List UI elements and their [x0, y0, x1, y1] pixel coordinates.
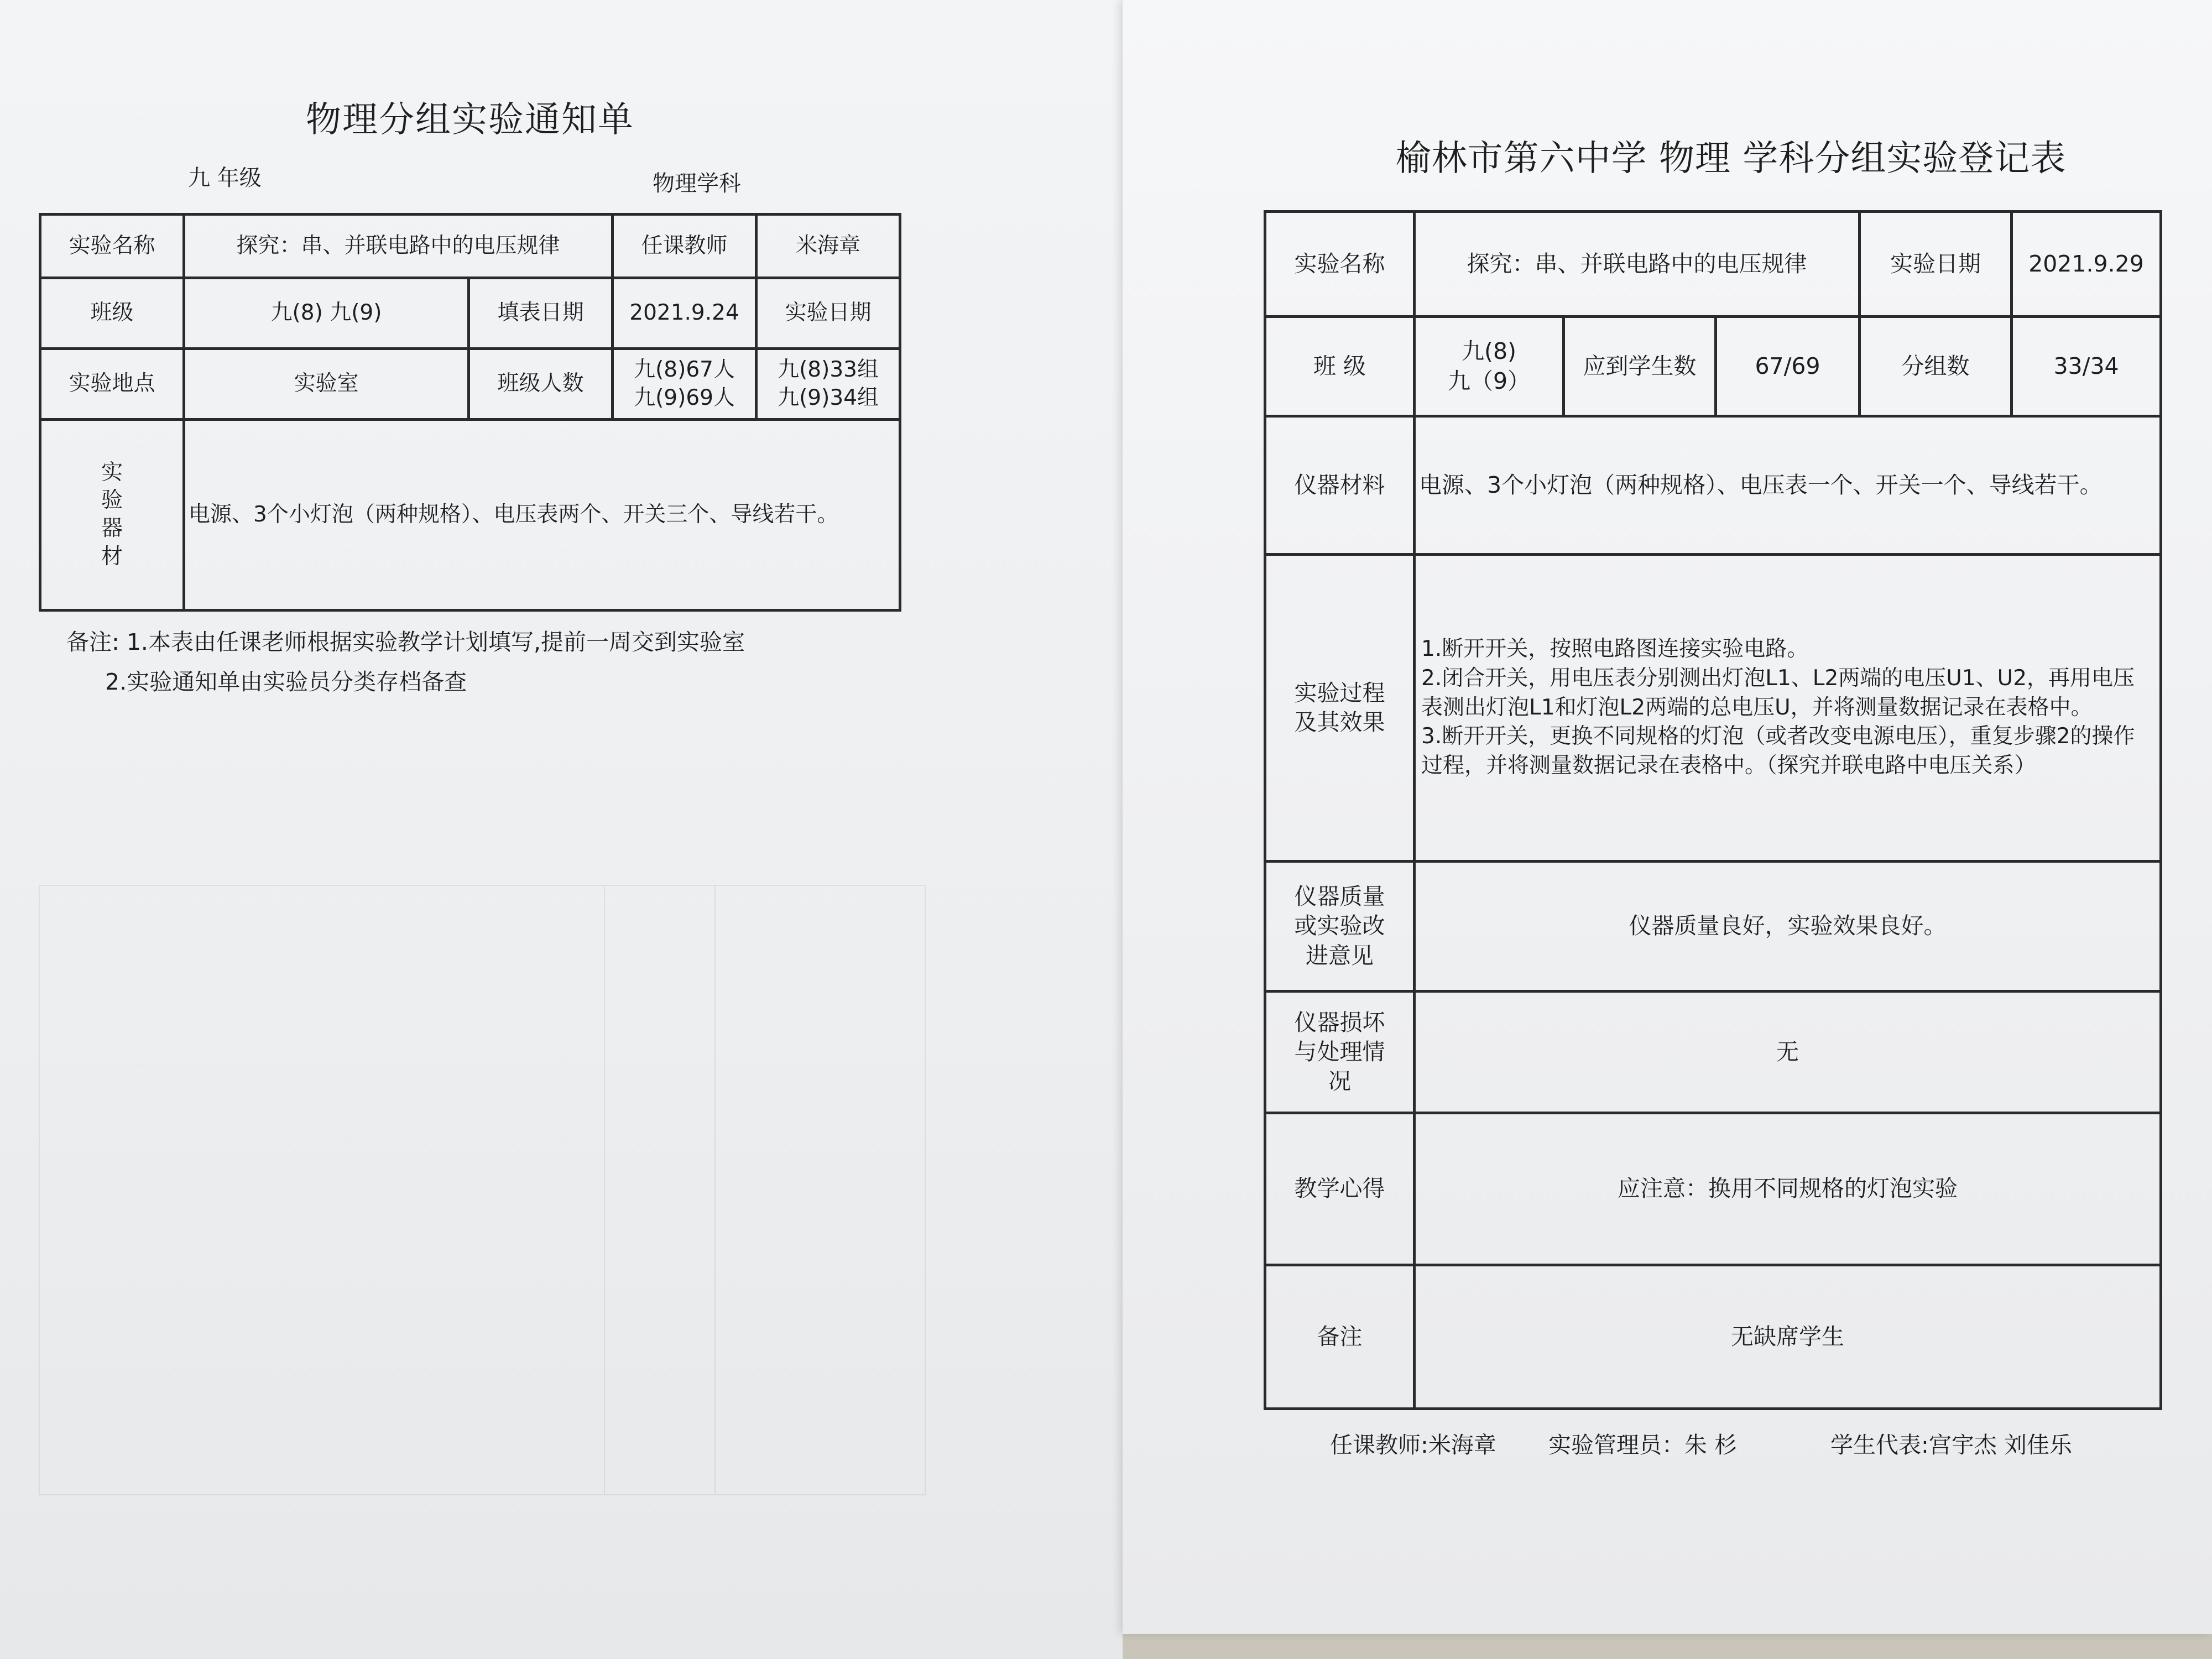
label-line: 仪器损坏 [1294, 1009, 1385, 1036]
label-line: 及其效果 [1294, 709, 1385, 735]
quality-value: 仪器质量良好，实验效果良好。 [1415, 862, 2161, 992]
label-expected-students: 应到学生数 [1564, 317, 1716, 416]
label-line: 进意见 [1306, 942, 1374, 969]
class-line: 九（9） [1447, 367, 1531, 394]
location-value: 实验室 [184, 349, 469, 420]
label-experiment-name: 实验名称 [40, 215, 184, 278]
label-class: 班级 [40, 278, 184, 349]
label-char: 材 [101, 544, 123, 569]
materials-value: 电源、3个小灯泡（两种规格）、电压表一个、开关一个、导线若干。 [1415, 416, 2161, 555]
group-line: 九(8)33组 [778, 357, 879, 382]
experiment-name-value: 探究：串、并联电路中的电压规律 [184, 215, 613, 278]
label-insight: 教学心得 [1265, 1113, 1415, 1265]
label-quality [1265, 862, 1415, 992]
label-process [1265, 555, 1415, 862]
label-experiment-date: 实验日期 [785, 300, 872, 326]
process-step: 2.闭合开关，用电压表分别测出灯泡L1、L2两端的电压U1、U2，再用电压表测出灯泡L1和灯泡L2两端的总电压U，并将测量数据记录在表格中。 [1421, 666, 2135, 720]
count-line: 九(9)69人 [634, 385, 735, 410]
class-count-value [613, 349, 757, 420]
notice-title: 物理分组实验通知单 [306, 100, 634, 140]
label-char: 实 [101, 460, 123, 485]
notice-row-location [40, 349, 900, 420]
record-row-process [1265, 555, 2161, 862]
group-count-value [757, 349, 900, 420]
damage-value: 无 [1415, 992, 2161, 1113]
equipment-value: 电源、3个小灯泡（两种规格）、电压表两个、开关三个、导线若干。 [184, 420, 900, 611]
signature-teacher: 任课教师:米海章 [1330, 1432, 1496, 1458]
notice-row-class [40, 278, 900, 349]
process-step: 3.断开开关，更换不同规格的灯泡（或者改变电源电压），重复步骤2的操作过程，并将测量数据记录在表格中。（探究并联电路中电压关系） [1421, 724, 2135, 778]
class-line: 九(8) [1461, 338, 1517, 365]
label-line: 况 [1328, 1068, 1351, 1095]
record-row-remarks [1265, 1265, 2161, 1409]
label-line: 或实验改 [1294, 912, 1385, 940]
process-step: 1.断开开关，按照电路图连接实验电路。 [1421, 637, 1809, 662]
label-class-count: 班级人数 [469, 349, 613, 420]
label-fill-date: 填表日期 [469, 278, 613, 349]
label-exp-date-and-value [757, 278, 900, 349]
class-value: 九(8) 九(9) [184, 278, 469, 349]
label-location: 实验地点 [40, 349, 184, 420]
experiment-date-value: 2021.9.29 [2012, 212, 2161, 317]
record-row-insight [1265, 1113, 2161, 1265]
class-value [1415, 317, 1564, 416]
label-line: 实验过程 [1294, 679, 1385, 706]
group-count-value: 33/34 [2012, 317, 2161, 416]
notice-note-1: 备注: 1.本表由任课老师根据实验教学计划填写,提前一周交到实验室 [66, 629, 745, 655]
label-damage [1265, 992, 1415, 1113]
fill-date-value: 2021.9.24 [613, 278, 757, 349]
grade-label: 九 年级 [188, 165, 262, 191]
record-row-class [1265, 317, 2161, 416]
notice-table [39, 213, 901, 612]
record-row-damage [1265, 992, 2161, 1113]
label-experiment-date: 实验日期 [1860, 212, 2012, 317]
group-line: 九(9)34组 [778, 385, 879, 410]
label-line: 仪器质量 [1294, 883, 1385, 910]
remarks-value: 无缺席学生 [1415, 1265, 2161, 1409]
teacher-value: 米海章 [757, 215, 900, 278]
experiment-name-value: 探究：串、并联电路中的电压规律 [1415, 212, 1860, 317]
label-materials: 仪器材料 [1265, 416, 1415, 555]
signature-student: 学生代表:宫宇杰 刘佳乐 [1830, 1432, 2072, 1458]
record-row-name [1265, 212, 2161, 317]
label-char: 验 [101, 488, 123, 513]
notice-row-equipment [40, 420, 900, 611]
label-experiment-name: 实验名称 [1265, 212, 1415, 317]
label-equipment [40, 420, 184, 611]
notice-note-2: 2.实验通知单由实验员分类存档备查 [105, 669, 467, 695]
record-row-materials [1265, 416, 2161, 555]
insight-value: 应注意：换用不同规格的灯泡实验 [1415, 1113, 2161, 1265]
expected-students-value: 67/69 [1716, 317, 1860, 416]
notice-row-name [40, 215, 900, 278]
subject-label: 物理学科 [653, 171, 741, 196]
record-row-quality [1265, 862, 2161, 992]
signature-manager: 实验管理员：朱 杉 [1548, 1432, 1738, 1458]
process-value [1415, 555, 2161, 862]
label-remarks: 备注 [1265, 1265, 1415, 1409]
label-teacher: 任课教师 [613, 215, 757, 278]
label-group-count: 分组数 [1860, 317, 2012, 416]
bleed-through-grid [39, 885, 926, 1495]
label-line: 与处理情 [1294, 1038, 1385, 1065]
record-title: 榆林市第六中学 物理 学科分组实验登记表 [1395, 138, 2067, 179]
count-line: 九(8)67人 [634, 357, 735, 382]
record-table [1264, 210, 2162, 1410]
label-char: 器 [101, 516, 123, 541]
label-class: 班 级 [1265, 317, 1415, 416]
